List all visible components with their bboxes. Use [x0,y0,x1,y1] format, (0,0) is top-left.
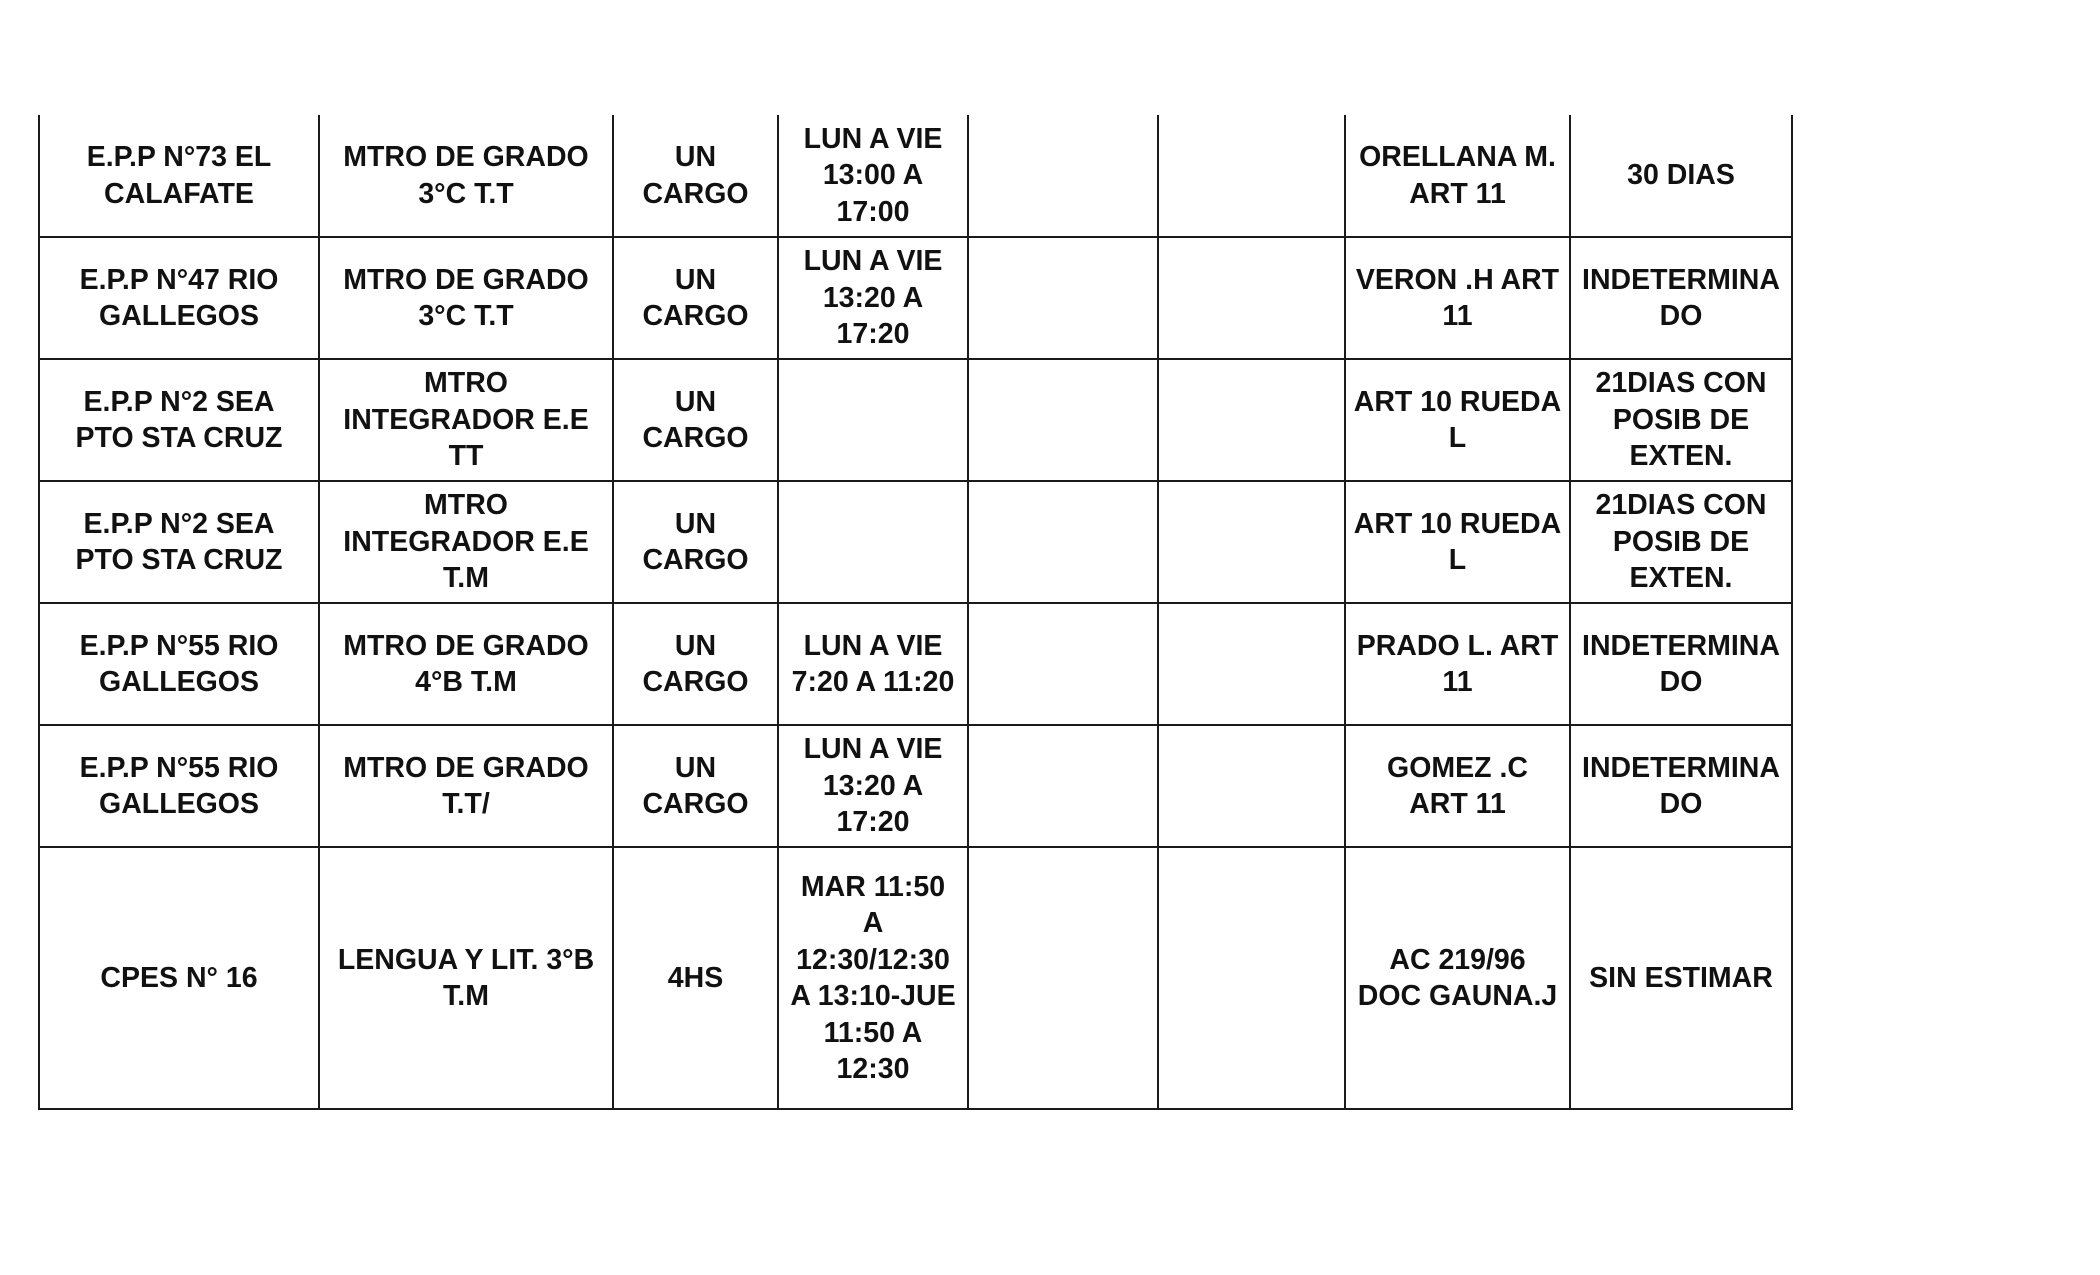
schedule-cell: LUN A VIE 13:20 A 17:20 [778,725,968,847]
duration-cell: INDETERMINA DO [1570,603,1792,725]
table-row [39,847,1792,1109]
table-row [39,115,1792,237]
empty-cell [968,847,1158,1109]
table-row [39,359,1792,481]
table-row [39,481,1792,603]
empty-cell [968,115,1158,237]
empty-cell [1158,481,1345,603]
empty-cell [968,725,1158,847]
school-cell: E.P.P N°2 SEA PTO STA CRUZ [39,359,319,481]
duration-cell: 21DIAS CON POSIB DE EXTEN. [1570,359,1792,481]
reason-cell: VERON .H ART 11 [1345,237,1570,359]
school-cell: E.P.P N°73 EL CALAFATE [39,115,319,237]
schedule-cell: LUN A VIE 13:20 A 17:20 [778,237,968,359]
load-cell: UN CARGO [613,603,778,725]
reason-cell: ART 10 RUEDA L [1345,481,1570,603]
duration-cell: INDETERMINA DO [1570,237,1792,359]
reason-cell: GOMEZ .C ART 11 [1345,725,1570,847]
table-row [39,725,1792,847]
position-cell: MTRO DE GRADO 3°C T.T [319,237,613,359]
empty-cell [968,481,1158,603]
schedule-cell: LUN A VIE 7:20 A 11:20 [778,603,968,725]
empty-cell [968,237,1158,359]
table-row [39,237,1792,359]
vacancies-table [38,115,1793,1110]
load-cell: UN CARGO [613,237,778,359]
schedule-cell: LUN A VIE 13:00 A 17:00 [778,115,968,237]
school-cell: E.P.P N°55 RIO GALLEGOS [39,725,319,847]
load-cell: UN CARGO [613,359,778,481]
duration-cell: INDETERMINA DO [1570,725,1792,847]
position-cell: LENGUA Y LIT. 3°B T.M [319,847,613,1109]
schedule-cell [778,481,968,603]
reason-cell: ART 10 RUEDA L [1345,359,1570,481]
empty-cell [968,603,1158,725]
empty-cell [1158,847,1345,1109]
schedule-cell: MAR 11:50 A 12:30/12:30 A 13:10-JUE 11:50 A 12:30 [778,847,968,1109]
empty-cell [968,359,1158,481]
school-cell: E.P.P N°47 RIO GALLEGOS [39,237,319,359]
position-cell: MTRO INTEGRADOR E.E T.M [319,481,613,603]
empty-cell [1158,115,1345,237]
reason-cell: PRADO L. ART 11 [1345,603,1570,725]
duration-cell: SIN ESTIMAR [1570,847,1792,1109]
school-cell: CPES N° 16 [39,847,319,1109]
position-cell: MTRO DE GRADO 3°C T.T [319,115,613,237]
empty-cell [1158,725,1345,847]
load-cell: UN CARGO [613,725,778,847]
position-cell: MTRO INTEGRADOR E.E TT [319,359,613,481]
table-row [39,603,1792,725]
load-cell: UN CARGO [613,115,778,237]
load-cell: 4HS [613,847,778,1109]
schedule-cell [778,359,968,481]
school-cell: E.P.P N°55 RIO GALLEGOS [39,603,319,725]
duration-cell: 30 DIAS [1570,115,1792,237]
reason-cell: ORELLANA M. ART 11 [1345,115,1570,237]
position-cell: MTRO DE GRADO 4°B T.M [319,603,613,725]
load-cell: UN CARGO [613,481,778,603]
empty-cell [1158,237,1345,359]
school-cell: E.P.P N°2 SEA PTO STA CRUZ [39,481,319,603]
duration-cell: 21DIAS CON POSIB DE EXTEN. [1570,481,1792,603]
empty-cell [1158,359,1345,481]
position-cell: MTRO DE GRADO T.T/ [319,725,613,847]
empty-cell [1158,603,1345,725]
reason-cell: AC 219/96 DOC GAUNA.J [1345,847,1570,1109]
